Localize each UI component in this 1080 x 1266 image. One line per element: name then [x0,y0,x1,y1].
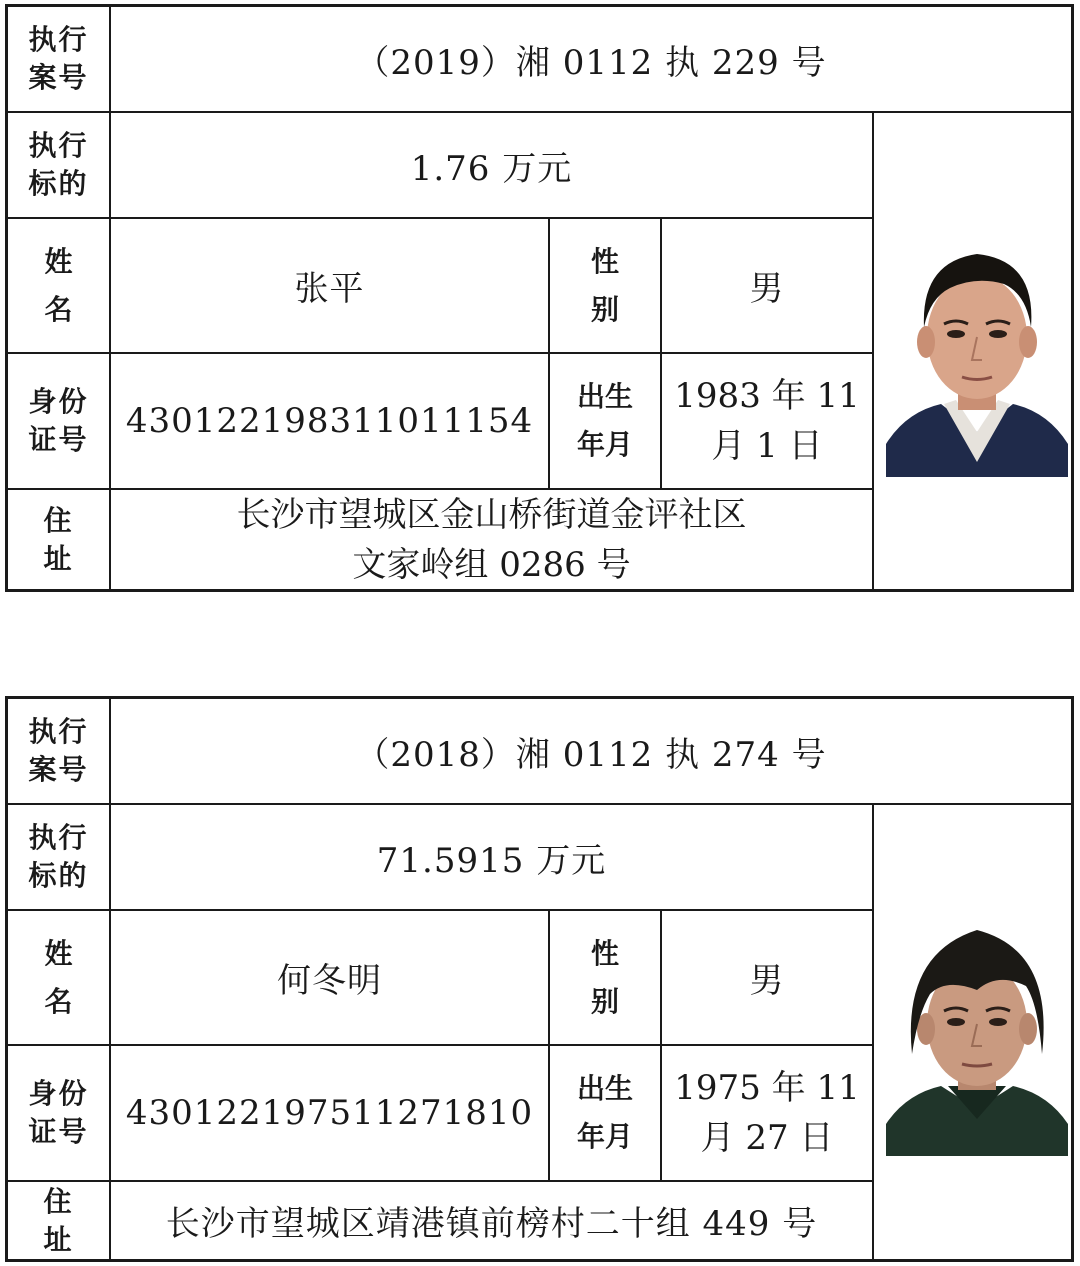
address-value: 长沙市望城区靖港镇前榜村二十组 449 号 [165,1204,818,1244]
id-number-value: 430122197511271810 [125,1093,534,1133]
portrait-photo [886,232,1068,477]
name-value: 张平 [294,269,365,309]
id-number-value: 430122198311011154 [125,401,534,441]
name-label: 姓 名 [44,244,73,326]
gender-label: 性 别 [590,936,619,1018]
amount-value: 71.5915 万元 [376,840,607,881]
id-number-label: 身份 证号 [28,385,89,456]
birth-label: 出生 年月 [576,1072,633,1153]
birth-value: 1975 年 11 月 27 日 [674,1068,860,1158]
case-number-label: 执行 案号 [28,23,89,94]
person-silhouette-icon [886,232,1068,477]
portrait-photo [886,914,1068,1156]
case-number-value: （2018）湘 0112 执 274 号 [355,734,827,775]
address-label: 住 址 [43,503,74,575]
gender-value: 男 [749,269,785,309]
amount-value: 1.76 万元 [410,148,573,189]
name-value: 何冬明 [277,961,382,1001]
id-number-label: 身份 证号 [28,1077,89,1148]
gender-value: 男 [749,961,785,1001]
amount-label: 执行 标的 [28,129,89,200]
birth-value: 1983 年 11 月 1 日 [674,376,860,466]
address-value: 长沙市望城区金山桥街道金评社区 文家岭组 0286 号 [236,494,747,585]
case-number-label: 执行 案号 [28,715,89,786]
record-card-1 [5,4,1074,592]
birth-label: 出生 年月 [576,380,633,461]
case-number-value: （2019）湘 0112 执 229 号 [355,42,827,83]
person-silhouette-icon [886,914,1068,1156]
name-label: 姓 名 [44,936,73,1018]
gender-label: 性 别 [590,244,619,326]
amount-label: 执行 标的 [28,821,89,892]
record-card-2 [5,696,1074,1262]
address-label: 住 址 [43,1184,74,1256]
